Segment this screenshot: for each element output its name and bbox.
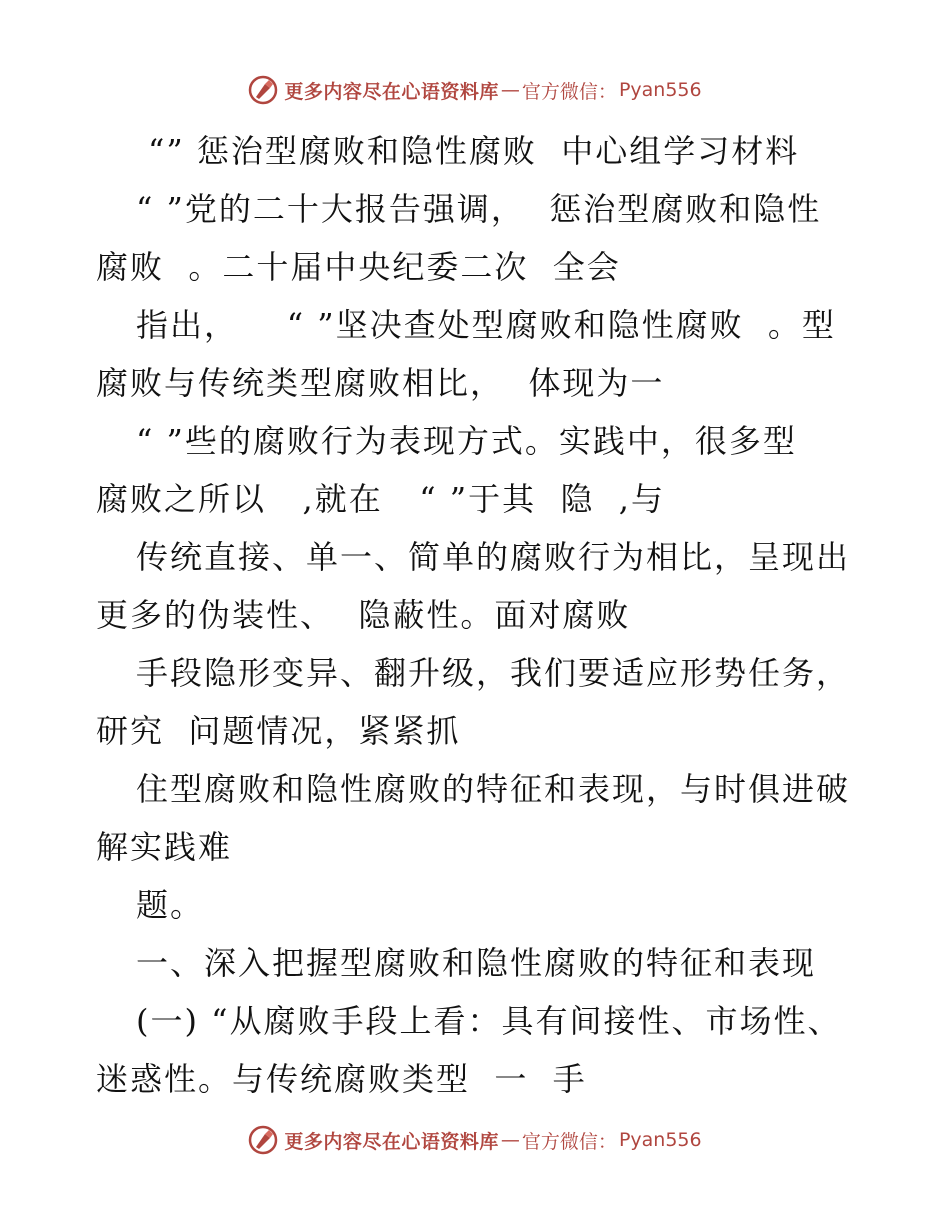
paragraph-line: 腐败之所以 ,就在 “ ”于其 隐 ,与 — [96, 480, 665, 518]
paragraph-line: 迷惑性。与传统腐败类型 一 手 — [96, 1060, 587, 1098]
paragraph-line: 研究 问题情况，紧紧抓 — [96, 712, 461, 750]
document-body — [96, 122, 866, 1108]
paragraph-line: 住型腐败和隐性腐败的特征和表现，与时俱进破 — [136, 770, 851, 808]
watermark-wechat-id: Pyan556 — [618, 1129, 702, 1151]
paragraph-line: 腐败与传统类型腐败相比， 体现为一 — [96, 364, 665, 402]
paragraph-line: 腐败 。二十届中央纪委二次 全会 — [96, 248, 621, 286]
pen-nib-logo-icon — [248, 75, 278, 105]
watermark-wechat-id: Pyan556 — [618, 79, 702, 101]
paragraph-line: 指出， “ ”坚决查处型腐败和隐性腐败 。型 — [136, 306, 836, 344]
pen-nib-logo-icon — [248, 1125, 278, 1155]
watermark-wechat-label: 官方微信： — [521, 1130, 617, 1153]
paragraph-line: 题。 — [136, 886, 205, 924]
watermark-main-text: 更多内容尽在心语资料库 — [284, 1130, 499, 1153]
watermark-footer — [0, 1120, 950, 1160]
paragraph-line: 手段隐形变异、翻升级，我们要适应形势任务， — [136, 654, 851, 692]
paragraph-line: “ ”些的腐败行为表现方式。实践中，很多型 — [136, 422, 797, 460]
watermark-main-text: 更多内容尽在心语资料库 — [284, 80, 499, 103]
section-heading: 一、深入把握型腐败和隐性腐败的特征和表现 — [136, 944, 817, 982]
subsection-heading: (一) “从腐败手段上看：具有间接性、市场性、 — [136, 1002, 842, 1040]
watermark-separator: — — [500, 1129, 520, 1151]
document-title: “” 惩治型腐败和隐性腐败 中心组学习材料 — [148, 132, 800, 170]
paragraph-line: “ ”党的二十大报告强调， 惩治型腐败和隐性 — [136, 190, 822, 228]
watermark-wechat-label: 官方微信： — [521, 80, 617, 103]
watermark-separator: — — [500, 79, 520, 101]
paragraph-line: 传统直接、单一、简单的腐败行为相比，呈现出 — [136, 538, 851, 576]
paragraph-line: 更多的伪装性、 隐蔽性。面对腐败 — [96, 596, 631, 634]
watermark-header — [0, 70, 950, 110]
paragraph-line: 解实践难 — [96, 828, 233, 866]
